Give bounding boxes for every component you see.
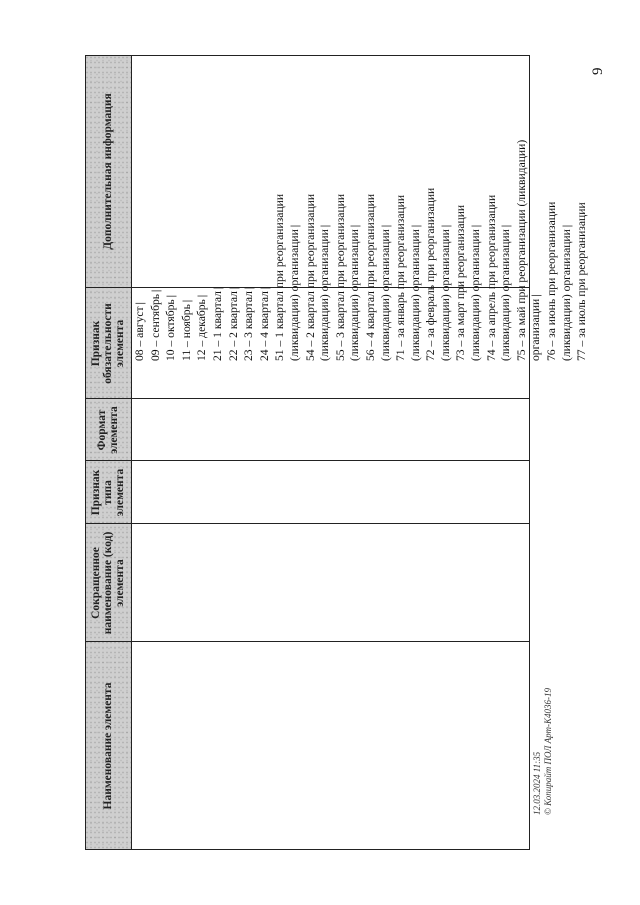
footer-stamp <box>532 688 554 815</box>
stamp-copyright: © Копирайт ПОЛ Арт-К4036-19 <box>543 688 553 815</box>
list-item: (ликвидации) организации| <box>408 224 422 361</box>
list-item: (ликвидации) организации| <box>318 224 332 361</box>
header-element-format: Формат элемента <box>96 406 120 454</box>
header-short-name: Сокращенное наименование (код) элемента <box>90 531 126 635</box>
list-item: 23 – 3 квартал| <box>242 286 256 361</box>
list-item: организации| <box>529 294 543 361</box>
list-item: (ликвидации) организации| <box>378 224 392 361</box>
header-element-type: Признак типа элемента <box>90 468 126 517</box>
list-item: 24 – 4 квартал| <box>257 286 271 361</box>
list-item: (ликвидации) организации| <box>559 224 573 361</box>
column-divider <box>85 460 530 461</box>
page-number: 9 <box>590 67 606 75</box>
list-item: (ликвидации) организации| <box>287 224 301 361</box>
list-item: 72 – за февраль при реорганизации <box>424 187 438 361</box>
list-item: 77 – за июль при реорганизации <box>575 202 589 361</box>
list-item: 22 – 2 квартал| <box>226 286 240 361</box>
list-item: 76 – за июнь при реорганизации <box>545 201 559 361</box>
list-item: 11 – ноябрь| <box>179 299 193 361</box>
list-item: 10 – октябрь| <box>164 295 178 361</box>
list-item: (ликвидации) организации| <box>438 224 452 361</box>
additional-info-list <box>133 56 590 361</box>
list-item: 56 – 4 квартал при реорганизации <box>363 193 377 361</box>
list-item: 54 – 2 квартал при реорганизации <box>303 193 317 361</box>
header-additional-info: Дополнительная информация <box>102 93 114 250</box>
list-item: 21 – 1 квартал| <box>210 286 224 361</box>
column-divider <box>85 398 530 399</box>
list-item: 71 – за январь при реорганизации <box>394 194 408 361</box>
list-item: 09 – сентябрь| <box>148 289 162 361</box>
list-item: 75 – за май при реорганизации (ликвидации) <box>514 139 528 361</box>
header-element-name: Наименование элемента <box>102 682 114 810</box>
list-item: 55 – 3 квартал при реорганизации <box>333 193 347 361</box>
stamp-date: 12.03.2024 11:35 <box>532 751 542 815</box>
list-item: 51 – 1 квартал при реорганизации <box>273 193 287 361</box>
list-item: 08 – август| <box>133 302 146 361</box>
list-item: (ликвидации) организации| <box>469 224 483 361</box>
list-item: 74 – за апрель при реорганизации <box>484 194 498 361</box>
header-divider <box>131 55 132 850</box>
column-divider <box>85 641 530 642</box>
list-item: (ликвидации) организации| <box>348 224 362 361</box>
list-item: 12 – декабрь| <box>195 294 209 361</box>
list-item: (ликвидации) организации| <box>499 224 513 361</box>
header-obligatory: Признак обязательности элемента <box>90 303 126 384</box>
list-item: 73 – за март при реорганизации <box>454 204 468 361</box>
column-divider <box>85 523 530 524</box>
